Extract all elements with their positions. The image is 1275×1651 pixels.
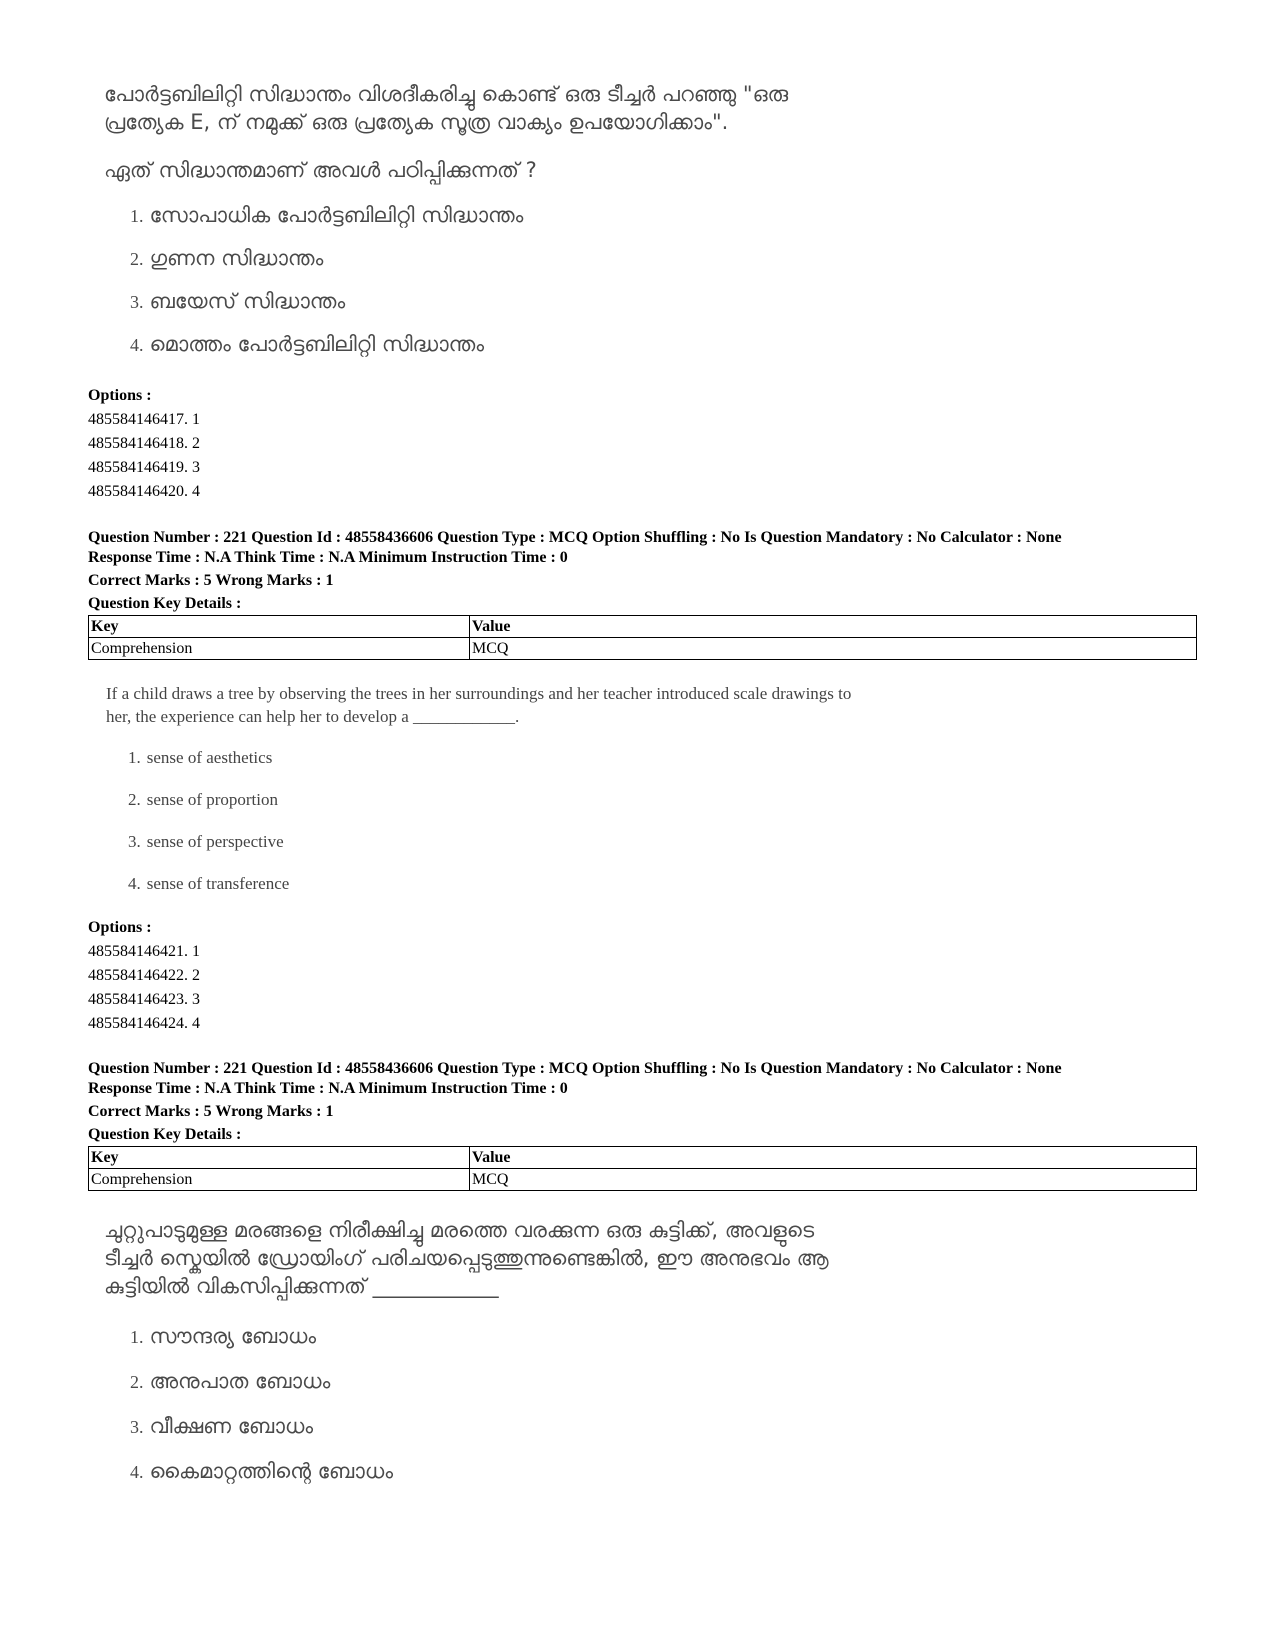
- option-text: അനുപാത ബോധം: [149, 1369, 331, 1393]
- table-header-row: [89, 616, 1197, 638]
- option-text: sense of transference: [146, 874, 290, 893]
- table-header-value: Value: [470, 1147, 1197, 1169]
- option-text: ഗുണന സിദ്ധാന്തം: [149, 246, 324, 270]
- question-meta-2: [88, 528, 1198, 614]
- option-number: 4.: [130, 1462, 144, 1482]
- table-cell-key: Comprehension: [89, 638, 470, 660]
- table-cell-value: MCQ: [470, 1169, 1197, 1191]
- option-id: 485584146419. 3: [88, 459, 200, 476]
- option-text: സോപാധിക പോർട്ടബിലിറ്റി സിദ്ധാന്തം: [149, 203, 524, 227]
- option-id: 485584146424. 4: [88, 1015, 200, 1032]
- answer-option: [130, 1324, 829, 1349]
- option-id: 485584146417. 1: [88, 411, 200, 428]
- question-ask: ഏത് സിദ്ധാന്തമാണ് അവൾ പഠിപ്പിക്കുന്നത് ?: [104, 158, 537, 182]
- option-number: 1.: [130, 1327, 144, 1347]
- stem-line: കുട്ടിയിൽ വികസിപ്പിക്കുന്നത് ____________: [104, 1274, 499, 1298]
- table-cell-value: MCQ: [470, 638, 1197, 660]
- option-text: sense of proportion: [146, 790, 279, 809]
- answer-option: [128, 874, 851, 894]
- table-row: [89, 638, 1197, 660]
- table-cell-key: Comprehension: [89, 1169, 470, 1191]
- option-number: 2.: [130, 1372, 144, 1392]
- stem-line: If a child draws a tree by observing the trees in her surroundings and her teacher introduced scale drawings to: [106, 684, 852, 703]
- option-id: 485584146418. 2: [88, 435, 200, 452]
- option-number: 3.: [128, 832, 141, 851]
- question-stem: [104, 1216, 829, 1300]
- answer-option: [130, 1459, 829, 1484]
- meta-line: Response Time : N.A Think Time : N.A Minimum Instruction Time : 0: [88, 549, 568, 566]
- stem-line: her, the experience can help her to develop a ____________.: [106, 707, 520, 726]
- option-id-list: [88, 940, 200, 1036]
- option-number: 1.: [130, 206, 144, 226]
- answer-option: [130, 289, 788, 314]
- answer-options: [130, 1324, 829, 1484]
- option-text: ബയേസ് സിദ്ധാന്തം: [149, 289, 346, 313]
- option-number: 2.: [130, 249, 144, 269]
- options-section-2: [88, 916, 200, 1036]
- option-id: 485584146422. 2: [88, 967, 200, 984]
- option-number: 3.: [130, 292, 144, 312]
- question-meta-3: [88, 1059, 1198, 1145]
- meta-line: Response Time : N.A Think Time : N.A Minimum Instruction Time : 0: [88, 1080, 568, 1097]
- option-id: 485584146421. 1: [88, 943, 200, 960]
- meta-line: Question Number : 221 Question Id : 48558436606 Question Type : MCQ Option Shuffling : No Is Question Mandatory : No Calculator : None: [88, 529, 1062, 546]
- answer-options: [130, 203, 788, 357]
- question-image-1: [104, 80, 788, 357]
- options-section-1: [88, 384, 200, 504]
- option-number: 3.: [130, 1417, 144, 1437]
- table-header-key: Key: [89, 616, 470, 638]
- option-number: 4.: [130, 335, 144, 355]
- option-number: 4.: [128, 874, 141, 893]
- answer-option: [128, 748, 851, 768]
- stem-line: ചുറ്റുപാടുമുള്ള മരങ്ങളെ നിരീക്ഷിച്ചു മരത്തെ വരക്കുന്ന ഒരു കുട്ടിക്ക്, അവളുടെ: [104, 1218, 815, 1242]
- option-text: മൊത്തം പോർട്ടബിലിറ്റി സിദ്ധാന്തം: [149, 332, 485, 356]
- stem-line: ടീച്ചർ സ്കെയിൽ ഡ്രോയിംഗ് പരിചയപ്പെടുത്തുന്നുണ്ടെങ്കിൽ, ഈ അനുഭവം ആ: [104, 1246, 829, 1270]
- answer-option: [130, 246, 788, 271]
- option-number: 2.: [128, 790, 141, 809]
- question-stem: [106, 682, 851, 728]
- table-header-row: [89, 1147, 1197, 1169]
- table-header-value: Value: [470, 616, 1197, 638]
- option-id: 485584146423. 3: [88, 991, 200, 1008]
- option-number: 1.: [128, 748, 141, 767]
- answer-option: [130, 332, 788, 357]
- option-id-list: [88, 408, 200, 504]
- marks-line: Correct Marks : 5 Wrong Marks : 1: [88, 1103, 334, 1120]
- marks-line: Correct Marks : 5 Wrong Marks : 1: [88, 572, 334, 589]
- key-details-table: [88, 615, 1197, 660]
- table-row: [89, 1169, 1197, 1191]
- answer-option: [130, 203, 788, 228]
- option-text: sense of aesthetics: [146, 748, 273, 767]
- stem-line: പ്രത്യേക E, ന് നമുക്ക് ഒരു പ്രത്യേക സൂത്ര വാക്യം ഉപയോഗിക്കാം".: [104, 110, 729, 134]
- options-label: Options :: [88, 919, 152, 936]
- stem-line: പോർട്ടബിലിറ്റി സിദ്ധാന്തം വിശദീകരിച്ചു കൊണ്ട് ഒരു ടീച്ചർ പറഞ്ഞു "ഒരു: [104, 82, 789, 106]
- answer-option: [130, 1414, 829, 1439]
- option-text: sense of perspective: [146, 832, 284, 851]
- key-details-label: Question Key Details :: [88, 595, 242, 612]
- question-image-2: [106, 682, 851, 894]
- options-label: Options :: [88, 387, 152, 404]
- table-header-key: Key: [89, 1147, 470, 1169]
- answer-option: [130, 1369, 829, 1394]
- answer-option: [128, 832, 851, 852]
- option-text: കൈമാറ്റത്തിന്റെ ബോധം: [149, 1459, 394, 1483]
- answer-option: [128, 790, 851, 810]
- option-text: വീക്ഷണ ബോധം: [149, 1414, 314, 1438]
- key-details-table: [88, 1146, 1197, 1191]
- option-text: സൗന്ദര്യ ബോധം: [149, 1324, 317, 1348]
- key-details-label: Question Key Details :: [88, 1126, 242, 1143]
- answer-options: [128, 748, 851, 894]
- option-id: 485584146420. 4: [88, 483, 200, 500]
- meta-line: Question Number : 221 Question Id : 48558436606 Question Type : MCQ Option Shuffling : No Is Question Mandatory : No Calculator : None: [88, 1060, 1062, 1077]
- question-stem: [104, 80, 788, 136]
- question-image-3: [104, 1216, 829, 1484]
